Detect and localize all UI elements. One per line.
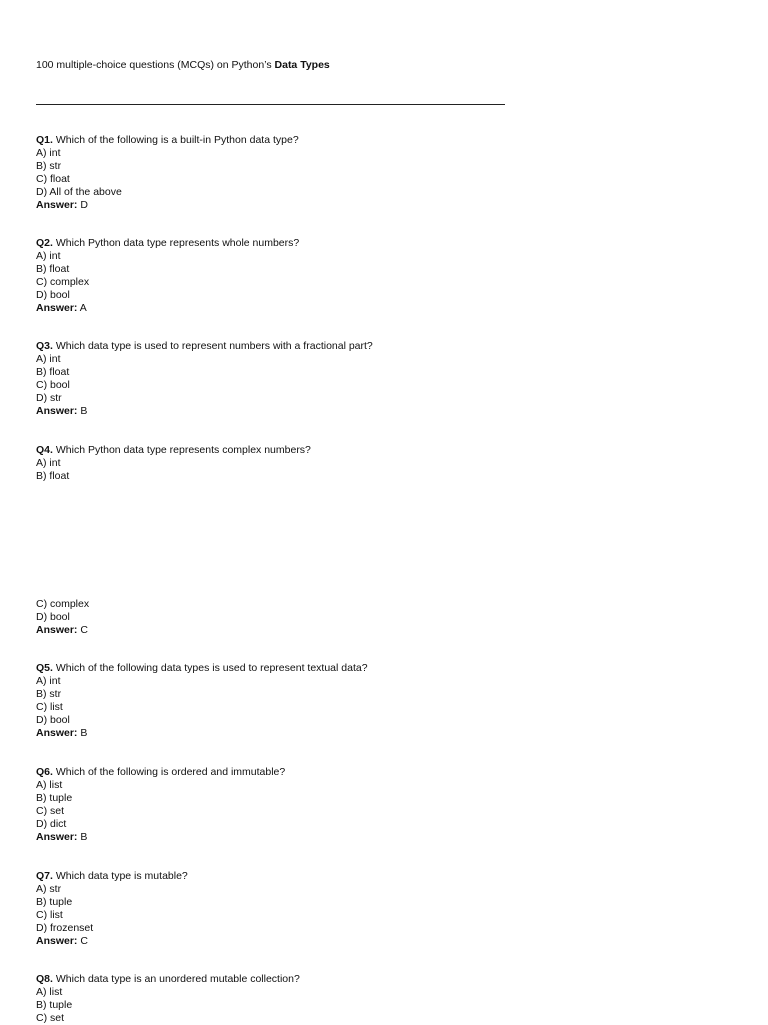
question-stem xyxy=(36,662,368,675)
option-d: D) All of the above xyxy=(36,185,122,198)
option-c: C) set xyxy=(36,804,65,817)
question-number: Q7. xyxy=(36,870,53,882)
intro-text: 100 multiple-choice questions (MCQs) on Python’s xyxy=(36,59,275,71)
intro-topic: Data Types xyxy=(274,59,330,71)
option-c: C) float xyxy=(36,172,70,185)
answer-line xyxy=(36,302,299,315)
question-number: Q5. xyxy=(36,662,53,674)
answer-value: C xyxy=(77,623,88,636)
option-b: B) tuple xyxy=(36,791,73,804)
answer-line xyxy=(36,935,188,948)
answer-value: D xyxy=(77,198,88,211)
question-text: Which Python data type represents complex numbers? xyxy=(52,444,311,456)
answer-value: B xyxy=(77,726,88,739)
answer-value: B xyxy=(77,830,88,843)
question-text: Which data type is used to represent numbers with a fractional part? xyxy=(52,340,373,352)
question-number: Q3. xyxy=(36,340,53,352)
option-a: A) int xyxy=(36,456,61,469)
question-stem xyxy=(36,134,299,147)
option-a: A) list xyxy=(36,985,63,998)
option-b: B) float xyxy=(36,365,70,378)
answer-line xyxy=(36,727,368,740)
option-c: C) complex xyxy=(36,598,90,610)
answer-value: A xyxy=(77,301,87,314)
option-b: B) float xyxy=(36,469,70,482)
question-stem xyxy=(36,237,299,250)
question-text: Which of the following data types is used to represent textual data? xyxy=(52,662,368,674)
answer-label: Answer: xyxy=(36,934,78,947)
question-stem xyxy=(36,444,311,457)
answer-line xyxy=(36,405,373,418)
question-number: Q2. xyxy=(36,237,53,249)
option-b: B) str xyxy=(36,687,62,700)
question-text: Which Python data type represents whole numbers? xyxy=(52,237,300,249)
answer-label: Answer: xyxy=(36,301,78,314)
answer-label: Answer: xyxy=(36,726,78,739)
option-d: D) bool xyxy=(36,288,70,301)
answer-value: B xyxy=(77,404,88,417)
question-1 xyxy=(36,134,299,211)
question-number: Q8. xyxy=(36,973,53,985)
question-2 xyxy=(36,237,299,314)
option-d: D) dict xyxy=(36,817,67,830)
question-number: Q1. xyxy=(36,134,53,146)
question-7 xyxy=(36,870,188,947)
question-text: Which data type is mutable? xyxy=(52,870,188,882)
option-b: B) tuple xyxy=(36,895,73,908)
answer-label: Answer: xyxy=(36,198,78,211)
option-d: D) bool xyxy=(36,713,70,726)
question-4-continued xyxy=(36,598,89,637)
answer-line xyxy=(36,831,285,844)
question-number: Q6. xyxy=(36,766,53,778)
question-text: Which of the following is ordered and immutable? xyxy=(52,766,286,778)
question-stem xyxy=(36,973,300,986)
question-8 xyxy=(36,973,300,1025)
option-a: A) int xyxy=(36,146,61,159)
answer-value: C xyxy=(77,934,88,947)
option-c: C) list xyxy=(36,700,63,713)
question-stem xyxy=(36,340,373,353)
option-c: C) complex xyxy=(36,275,90,288)
question-6 xyxy=(36,766,285,843)
option-d: D) frozenset xyxy=(36,921,94,934)
question-4 xyxy=(36,444,311,483)
option-a: A) list xyxy=(36,778,63,791)
question-3 xyxy=(36,340,373,417)
answer-label: Answer: xyxy=(36,623,78,636)
option-b: B) float xyxy=(36,262,70,275)
answer-line xyxy=(36,199,299,212)
option-c: C) list xyxy=(36,908,63,921)
option-d: D) bool xyxy=(36,610,70,623)
answer-line xyxy=(36,624,89,637)
option-a: A) int xyxy=(36,352,61,365)
option-c: C) bool xyxy=(36,378,70,391)
option-a: A) int xyxy=(36,249,61,262)
question-5 xyxy=(36,662,368,739)
question-text: Which of the following is a built-in Python data type? xyxy=(52,134,299,146)
option-c: C) set xyxy=(36,1011,65,1024)
horizontal-rule xyxy=(36,104,505,105)
option-a: A) int xyxy=(36,674,61,687)
answer-label: Answer: xyxy=(36,404,78,417)
option-b: B) tuple xyxy=(36,998,73,1011)
answer-label: Answer: xyxy=(36,830,78,843)
question-stem xyxy=(36,766,285,779)
option-a: A) str xyxy=(36,882,62,895)
option-b: B) str xyxy=(36,159,62,172)
option-d: D) str xyxy=(36,391,62,404)
intro-line xyxy=(36,59,330,72)
question-text: Which data type is an unordered mutable collection? xyxy=(52,973,300,985)
question-stem xyxy=(36,870,188,883)
question-number: Q4. xyxy=(36,444,53,456)
